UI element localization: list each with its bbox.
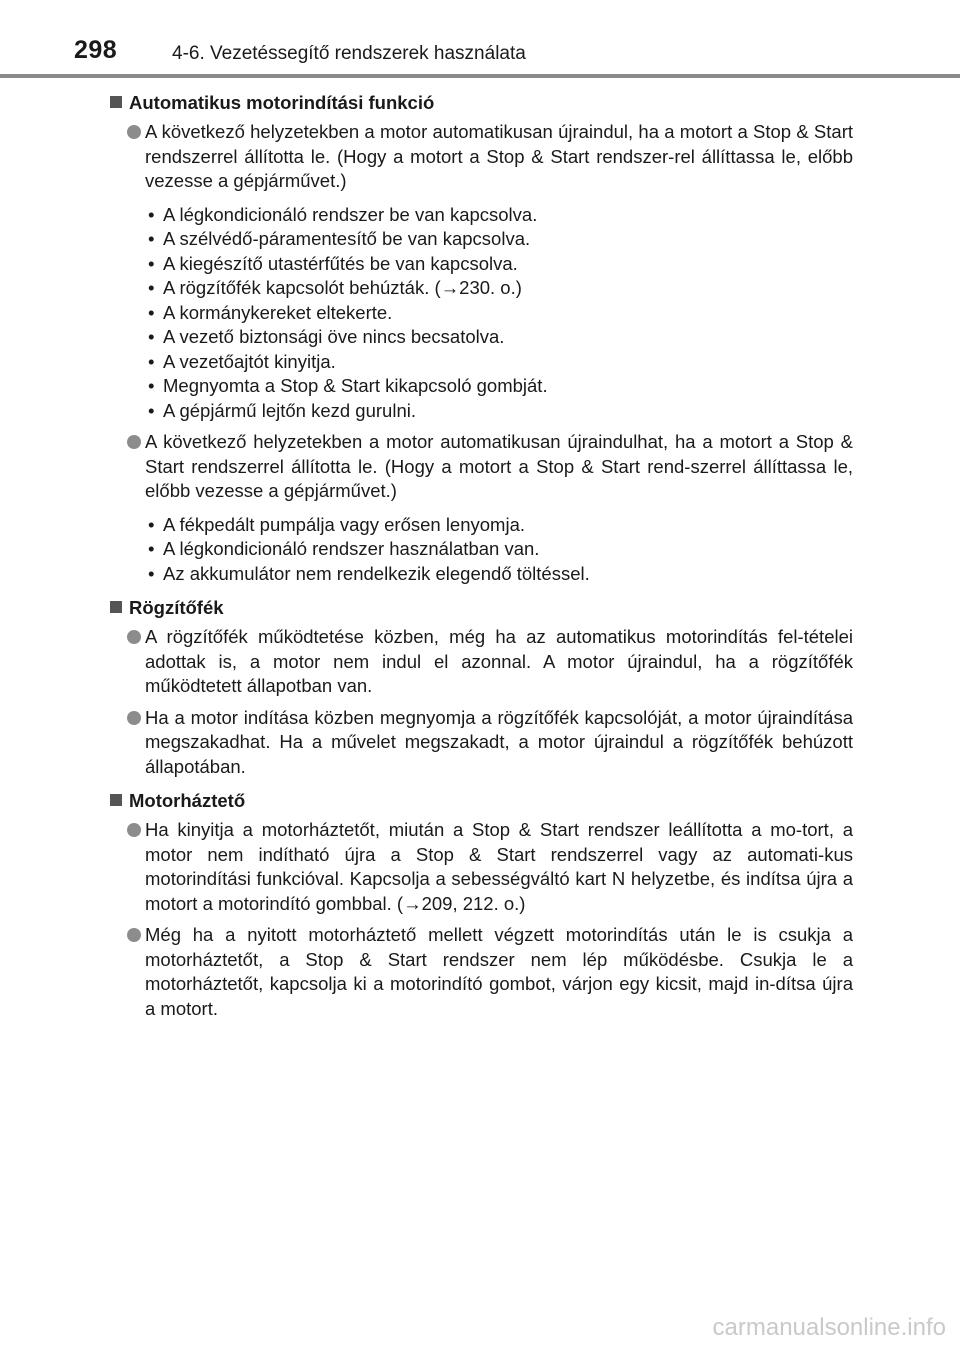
paragraph: Ha kinyitja a motorháztetőt, miután a Stop & Start rendszer leállította a mo-tort, a motor nem indítható újra a Stop & Start rendszerrel vagy az automati-kus motorindítási funkcióval. Kapcsolja a sebességváltó kart N helyzetbe, és indítsa újra a motort a motorindító gombbal. (→209, 212. o.) [110,818,853,916]
watermark: carmanualsonline.info [712,1314,946,1341]
chapter-title: 4-6. Vezetéssegítő rendszerek használata [172,43,526,64]
condition-list [110,203,853,424]
list-item: • A gépjármű lejtőn kezd gurulni. [148,399,853,424]
section-heading-hood: Motorháztető [110,789,853,813]
page-content [110,91,853,1028]
circle-bullet-icon [127,823,141,837]
header-divider [0,74,960,78]
list-item: • A rögzítőfék kapcsolót behúzták. (→230. o.) [148,276,853,301]
circle-bullet-icon [127,630,141,644]
paragraph: A rögzítőfék működtetése közben, még ha az automatikus motorindítás fel-tételei adottak is, a motor nem indul el azonnal. A motor újraindul, ha a rögzítőfék működtetett állapotban van. [110,625,853,699]
paragraph: A következő helyzetekben a motor automatikusan újraindulhat, ha a motort a Stop & Start rendszerrel állította le. (Hogy a motort a Stop & Start rend-szerrel állíttassa le, előbb vezesse a gépjárművet.) [110,430,853,504]
condition-list [110,513,853,587]
list-item: • A kormánykereket eltekerte. [148,301,853,326]
paragraph: Még ha a nyitott motorháztető mellett végzett motorindítás után le is csukja a motorháztetőt, a Stop & Start rendszer nem lép működésbe. Csukja le a motorháztetőt, kapcsolja ki a motorindító gombot, várjon egy kicsit, majd in-dítsa újra a motort. [110,923,853,1021]
square-bullet-icon [110,601,122,613]
list-item: • Megnyomta a Stop & Start kikapcsoló gombját. [148,374,853,399]
circle-bullet-icon [127,435,141,449]
list-item: • A vezető biztonsági öve nincs becsatolva. [148,325,853,350]
paragraph: Ha a motor indítása közben megnyomja a rögzítőfék kapcsolóját, a motor újraindítása megszakadhat. Ha a művelet megszakadt, a motor újraindul a rögzítőfék behúzott állapotában. [110,706,853,780]
list-item: • A vezetőajtót kinyitja. [148,350,853,375]
circle-bullet-icon [127,125,141,139]
list-item: • A légkondicionáló rendszer be van kapcsolva. [148,203,853,228]
page-number: 298 [74,36,118,64]
list-item: • Az akkumulátor nem rendelkezik elegendő töltéssel. [148,562,853,587]
section-heading-parking-brake: Rögzítőfék [110,596,853,620]
square-bullet-icon [110,794,122,806]
section-heading-auto-restart: Automatikus motorindítási funkció [110,91,853,115]
page-header [0,0,960,82]
list-item: • A légkondicionáló rendszer használatban van. [148,537,853,562]
circle-bullet-icon [127,928,141,942]
paragraph: A következő helyzetekben a motor automatikusan újraindul, ha a motort a Stop & Start rendszerrel állította le. (Hogy a motort a Stop & Start rendszer-rel állíttassa le, előbb vezesse a gépjárművet.) [110,120,853,194]
list-item: • A fékpedált pumpálja vagy erősen lenyomja. [148,513,853,538]
square-bullet-icon [110,96,122,108]
list-item: • A kiegészítő utastérfűtés be van kapcsolva. [148,252,853,277]
circle-bullet-icon [127,711,141,725]
list-item: • A szélvédő-páramentesítő be van kapcsolva. [148,227,853,252]
